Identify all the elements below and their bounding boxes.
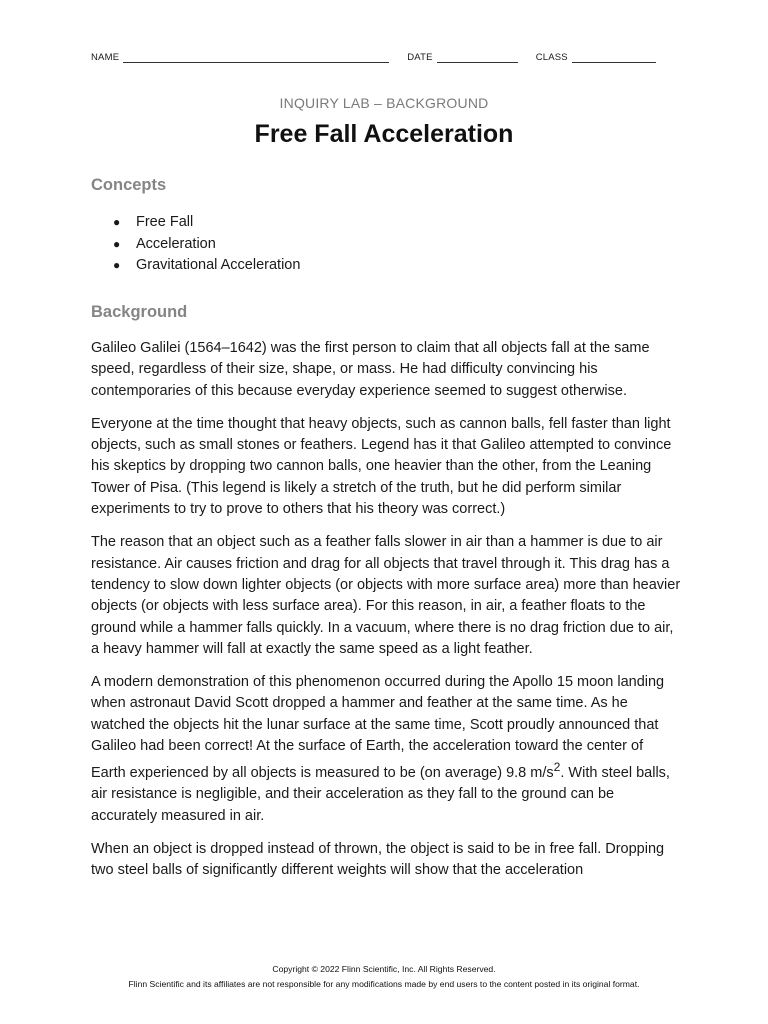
concepts-list [113, 212, 300, 277]
concept-text: Free Fall [136, 214, 194, 230]
paragraph: The reason that an object such as a feather falls slower in air than a hammer is due to air resistance. Air causes friction and drag for all objects that travel through it. This drag has a tendency to slow down lighter objects (or objects with more surface area) more than heavier objects (or objects with less surface area). For this reason, in air, a feather floats to the ground while a hammer falls quickly. In a vacuum, where there is no drag friction due to air, a heavy hammer will fall at exactly the same speed as a light feather. [91, 534, 681, 657]
concept-text: Acceleration [136, 235, 216, 252]
paragraph [91, 672, 681, 827]
disclaimer-notice: Flinn Scientific and its affiliates are not responsible for any modifications made by end users to the content posted in its original format. [128, 979, 640, 989]
page-title: Free Fall Acceleration [254, 120, 514, 148]
concepts-heading: Concepts [91, 176, 167, 194]
list-item [113, 234, 300, 256]
paragraph-text: . With steel balls, air resistance is negligible, and their acceleration as they fall to the ground can be accurately measured in air. [91, 765, 670, 824]
bullet-icon: ● [113, 236, 121, 251]
concept-text: Gravitational Acceleration [136, 257, 301, 273]
paragraph-text: A modern demonstration of this phenomenon occurred during the Apollo 15 moon landing when astronaut David Scott dropped a hammer and feather at the same time. As he watched the objects hit the lunar surface at the same time, Scott proudly announced that Galileo had been correct! At the surface of Earth, the acceleration toward the center of Earth experienced by all objects is measured to be (on average) 9.8 m/s [91, 674, 665, 782]
background-heading: Background [91, 303, 188, 321]
lab-type-kicker: INQUIRY LAB – BACKGROUND [279, 95, 489, 111]
paragraph: When an object is dropped instead of thrown, the object is said to be in free fall. Dropping two steel balls of significantly different weights will show that the acceleration [91, 841, 665, 879]
copyright-notice: Copyright © 2022 Flinn Scientific, Inc. All Rights Reserved. [272, 964, 496, 974]
student-info-row [91, 52, 657, 63]
bullet-icon: ● [113, 215, 121, 229]
bullet-icon: ● [113, 258, 121, 272]
page-footer [0, 962, 768, 992]
list-item [113, 212, 300, 234]
paragraph: Galileo Galilei (1564–1642) was the first person to claim that all objects fall at the same speed, regardless of their size, shape, or mass. He had difficulty convincing his contemporaries of this because everyday experience seemed to suggest otherwise. [91, 340, 650, 399]
date-label: DATE [407, 52, 433, 63]
background-body [91, 338, 681, 894]
superscript: 2 [553, 760, 561, 775]
name-label: NAME [91, 52, 120, 63]
class-label: CLASS [535, 52, 568, 63]
date-blank-line [437, 52, 518, 63]
list-item [113, 255, 300, 277]
class-blank-line [572, 52, 656, 63]
name-blank-line [123, 52, 389, 63]
paragraph: Everyone at the time thought that heavy objects, such as cannon balls, fell faster than light objects, such as small stones or feathers. Legend has it that Galileo attempted to convince his skeptics by dropping two cannon balls, one heavier than the other, from the Leaning Tower of Pisa. (This legend is likely a stretch of the truth, but he did perform similar experiments to try to prove to others that his theory was correct.) [91, 415, 672, 518]
